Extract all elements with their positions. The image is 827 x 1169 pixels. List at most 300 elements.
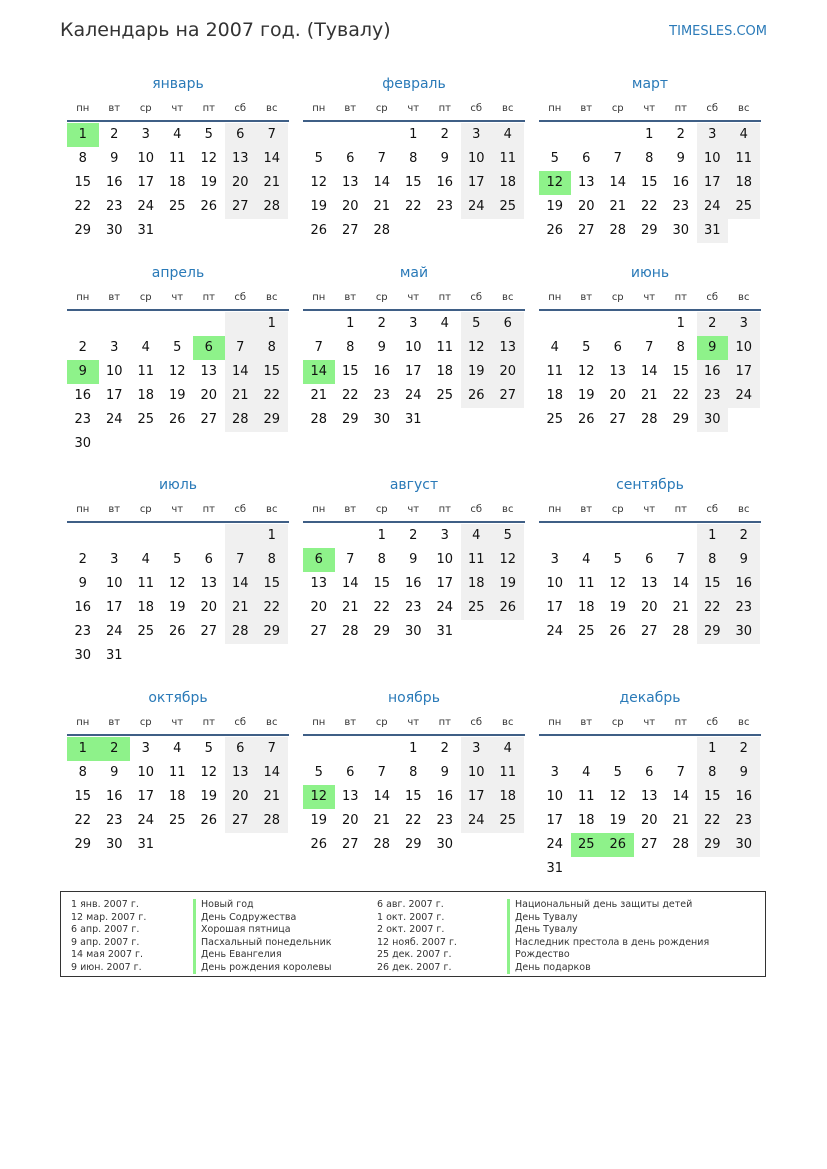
- day-cell: 12: [168, 364, 186, 379]
- days-grid: [67, 312, 288, 456]
- day-cell: 18: [137, 600, 155, 615]
- day-cell: 20: [577, 199, 595, 214]
- day-cell: 28: [373, 837, 391, 852]
- legend-name: День подарков: [507, 962, 709, 975]
- weekday-label: ср: [139, 103, 152, 114]
- day-cell: 16: [404, 576, 422, 591]
- day-cell: 5: [173, 552, 182, 567]
- day-cell: 25: [728, 195, 760, 219]
- day-cell: 3: [550, 552, 559, 567]
- empty-day-cell: [571, 524, 603, 548]
- days-grid: [303, 737, 524, 857]
- weekday-label: вт: [344, 504, 357, 515]
- legend-date: 9 апр. 2007 г.: [71, 936, 140, 948]
- day-cell: 12: [609, 576, 627, 591]
- day-cell: 10: [105, 576, 123, 591]
- day-cell: 30: [373, 412, 391, 427]
- day-cell: 12: [200, 765, 218, 780]
- day-cell: 23: [728, 596, 760, 620]
- day-cell: 17: [461, 785, 493, 809]
- day-cell: 27: [609, 412, 627, 427]
- day-cell: 5: [173, 340, 182, 355]
- day-cell: 24: [137, 199, 155, 214]
- weekday-label: вт: [580, 717, 593, 728]
- day-cell: 31: [105, 648, 123, 663]
- day-cell: 14: [672, 576, 690, 591]
- weekday-label: сб: [234, 292, 247, 303]
- day-cell: 1: [346, 316, 355, 331]
- day-cell: 6: [645, 765, 654, 780]
- day-cell: 21: [672, 600, 690, 615]
- day-cell: 17: [137, 789, 155, 804]
- day-cell: 13: [310, 576, 328, 591]
- day-cell: 5: [461, 312, 493, 336]
- holiday-day-cell: 26: [602, 833, 634, 857]
- day-cell: 2: [440, 741, 449, 756]
- weekday-label: чт: [643, 504, 656, 515]
- weekday-header: [303, 287, 525, 311]
- day-cell: 22: [74, 813, 92, 828]
- day-cell: 17: [137, 175, 155, 190]
- day-cell: 10: [436, 552, 454, 567]
- day-cell: 19: [168, 388, 186, 403]
- day-cell: 11: [492, 761, 524, 785]
- day-cell: 13: [640, 576, 658, 591]
- month-calendar: [67, 471, 289, 668]
- day-cell: 22: [256, 596, 288, 620]
- day-cell: 12: [168, 576, 186, 591]
- day-cell: 22: [373, 600, 391, 615]
- day-cell: 16: [105, 789, 123, 804]
- empty-day-cell: [67, 524, 99, 548]
- day-cell: 5: [204, 127, 213, 142]
- weekday-header: [539, 712, 761, 736]
- day-cell: 26: [609, 624, 627, 639]
- day-cell: 18: [168, 789, 186, 804]
- weekday-label: пн: [76, 717, 90, 728]
- legend-date: 1 янв. 2007 г.: [71, 899, 139, 910]
- day-cell: 27: [225, 195, 257, 219]
- day-cell: 31: [546, 861, 564, 876]
- day-cell: 4: [728, 123, 760, 147]
- day-cell: 1: [409, 127, 418, 142]
- day-cell: 13: [341, 789, 359, 804]
- day-cell: 7: [256, 123, 288, 147]
- month-calendar: [303, 471, 525, 644]
- holiday-day-cell: 12: [539, 171, 571, 195]
- day-cell: 24: [461, 195, 493, 219]
- empty-day-cell: [602, 737, 634, 761]
- day-cell: 15: [74, 175, 92, 190]
- day-cell: 24: [546, 837, 564, 852]
- weekday-label: чт: [171, 292, 184, 303]
- day-cell: 4: [582, 552, 591, 567]
- day-cell: 22: [74, 199, 92, 214]
- day-cell: 19: [200, 175, 218, 190]
- day-cell: 19: [200, 789, 218, 804]
- day-cell: 28: [310, 412, 328, 427]
- day-cell: 3: [141, 127, 150, 142]
- day-cell: 6: [346, 151, 355, 166]
- day-cell: 3: [409, 316, 418, 331]
- day-cell: 25: [137, 412, 155, 427]
- day-cell: 20: [609, 388, 627, 403]
- day-cell: 18: [168, 175, 186, 190]
- weekday-label: вс: [502, 103, 514, 114]
- day-cell: 29: [74, 223, 92, 238]
- empty-day-cell: [303, 312, 335, 336]
- day-cell: 30: [672, 223, 690, 238]
- empty-day-cell: [130, 312, 162, 336]
- legend-name: День Тувалу: [507, 912, 709, 925]
- day-cell: 28: [256, 195, 288, 219]
- day-cell: 29: [697, 620, 729, 644]
- day-cell: 13: [225, 147, 257, 171]
- day-cell: 18: [728, 171, 760, 195]
- day-cell: 28: [256, 809, 288, 833]
- day-cell: 26: [546, 223, 564, 238]
- day-cell: 29: [373, 624, 391, 639]
- empty-day-cell: [571, 737, 603, 761]
- day-cell: 4: [582, 765, 591, 780]
- day-cell: 21: [225, 384, 257, 408]
- empty-day-cell: [539, 737, 571, 761]
- days-grid: [539, 123, 760, 243]
- day-cell: 1: [256, 312, 288, 336]
- day-cell: 1: [256, 524, 288, 548]
- day-cell: 16: [672, 175, 690, 190]
- empty-day-cell: [665, 524, 697, 548]
- day-cell: 21: [225, 596, 257, 620]
- weekday-label: пт: [438, 103, 451, 114]
- days-grid: [539, 737, 760, 881]
- day-cell: 2: [78, 340, 87, 355]
- day-cell: 18: [492, 171, 524, 195]
- day-cell: 23: [74, 412, 92, 427]
- day-cell: 19: [546, 199, 564, 214]
- day-cell: 14: [225, 572, 257, 596]
- day-cell: 11: [728, 147, 760, 171]
- day-cell: 20: [492, 360, 524, 384]
- weekday-label: вс: [266, 103, 278, 114]
- weekday-label: вс: [738, 504, 750, 515]
- day-cell: 6: [225, 123, 257, 147]
- day-cell: 1: [377, 528, 386, 543]
- weekday-label: пт: [202, 504, 215, 515]
- weekday-label: пн: [312, 717, 326, 728]
- day-cell: 7: [256, 737, 288, 761]
- day-cell: 13: [200, 576, 218, 591]
- day-cell: 5: [582, 340, 591, 355]
- weekday-label: пн: [312, 103, 326, 114]
- day-cell: 14: [640, 364, 658, 379]
- day-cell: 27: [577, 223, 595, 238]
- day-cell: 13: [341, 175, 359, 190]
- day-cell: 28: [640, 412, 658, 427]
- weekday-label: вс: [266, 504, 278, 515]
- day-cell: 3: [728, 312, 760, 336]
- day-cell: 26: [461, 384, 493, 408]
- month-name: август: [389, 477, 439, 493]
- day-cell: 31: [697, 219, 729, 243]
- legend-dates-left: [71, 899, 146, 974]
- day-cell: 25: [436, 388, 454, 403]
- day-cell: 10: [546, 789, 564, 804]
- day-cell: 21: [373, 199, 391, 214]
- day-cell: 7: [225, 336, 257, 360]
- day-cell: 2: [409, 528, 418, 543]
- day-cell: 20: [225, 785, 257, 809]
- holiday-day-cell: 6: [193, 336, 225, 360]
- day-cell: 26: [200, 813, 218, 828]
- empty-day-cell: [303, 123, 335, 147]
- day-cell: 10: [105, 364, 123, 379]
- legend-name: День Евангелия: [193, 949, 332, 962]
- day-cell: 10: [461, 147, 493, 171]
- empty-day-cell: [335, 123, 367, 147]
- day-cell: 4: [141, 340, 150, 355]
- day-cell: 13: [609, 364, 627, 379]
- day-cell: 7: [346, 552, 355, 567]
- day-cell: 30: [436, 837, 454, 852]
- day-cell: 7: [676, 552, 685, 567]
- weekday-label: сб: [470, 292, 483, 303]
- legend-name: Пасхальный понедельник: [193, 937, 332, 950]
- day-cell: 17: [461, 171, 493, 195]
- weekday-label: ср: [139, 504, 152, 515]
- weekday-label: пт: [674, 717, 687, 728]
- day-cell: 4: [492, 123, 524, 147]
- day-cell: 8: [645, 151, 654, 166]
- weekday-header: [67, 712, 289, 736]
- weekday-label: пн: [76, 504, 90, 515]
- month-name: апрель: [151, 265, 205, 281]
- day-cell: 7: [645, 340, 654, 355]
- day-cell: 9: [78, 576, 87, 591]
- legend-date: 12 нояб. 2007 г.: [377, 936, 457, 948]
- day-cell: 15: [341, 364, 359, 379]
- weekday-label: вс: [738, 103, 750, 114]
- month-calendar: [539, 471, 761, 644]
- empty-day-cell: [634, 737, 666, 761]
- day-cell: 9: [110, 151, 119, 166]
- weekday-header: [303, 98, 525, 122]
- month-name: июль: [158, 477, 198, 493]
- day-cell: 27: [341, 837, 359, 852]
- day-cell: 29: [697, 833, 729, 857]
- page-title: Календарь на 2007 год. (Тувалу): [60, 19, 391, 41]
- legend-name: Наследник престола в день рождения: [507, 937, 709, 950]
- day-cell: 22: [697, 596, 729, 620]
- day-cell: 30: [728, 620, 760, 644]
- brand-link[interactable]: TIMESLES.COM: [669, 24, 767, 39]
- day-cell: 22: [672, 388, 690, 403]
- day-cell: 3: [461, 737, 493, 761]
- day-cell: 27: [200, 412, 218, 427]
- day-cell: 23: [436, 199, 454, 214]
- empty-day-cell: [602, 312, 634, 336]
- day-cell: 14: [341, 576, 359, 591]
- day-cell: 3: [110, 552, 119, 567]
- legend-date: 1 окт. 2007 г.: [377, 911, 445, 923]
- day-cell: 3: [141, 741, 150, 756]
- day-cell: 9: [377, 340, 386, 355]
- day-cell: 12: [200, 151, 218, 166]
- empty-day-cell: [539, 123, 571, 147]
- day-cell: 21: [256, 171, 288, 195]
- day-cell: 24: [105, 624, 123, 639]
- day-cell: 20: [341, 813, 359, 828]
- weekday-label: чт: [407, 103, 420, 114]
- day-cell: 3: [461, 123, 493, 147]
- day-cell: 22: [697, 809, 729, 833]
- day-cell: 18: [546, 388, 564, 403]
- day-cell: 7: [314, 340, 323, 355]
- day-cell: 23: [672, 199, 690, 214]
- empty-day-cell: [602, 524, 634, 548]
- weekday-label: вт: [108, 292, 121, 303]
- weekday-label: вс: [502, 717, 514, 728]
- weekday-label: сб: [706, 292, 719, 303]
- weekday-label: ср: [611, 103, 624, 114]
- day-cell: 27: [310, 624, 328, 639]
- day-cell: 23: [105, 199, 123, 214]
- holiday-day-cell: 1: [67, 123, 99, 147]
- day-cell: 23: [728, 809, 760, 833]
- day-cell: 1: [409, 741, 418, 756]
- empty-day-cell: [225, 312, 257, 336]
- month-name: сентябрь: [616, 477, 684, 493]
- legend-name: День Содружества: [193, 912, 332, 925]
- day-cell: 23: [373, 388, 391, 403]
- weekday-label: вс: [502, 292, 514, 303]
- day-cell: 30: [74, 648, 92, 663]
- day-cell: 16: [728, 785, 760, 809]
- weekday-header: [67, 98, 289, 122]
- weekday-label: сб: [234, 504, 247, 515]
- day-cell: 27: [640, 837, 658, 852]
- day-cell: 28: [672, 624, 690, 639]
- month-calendar: [67, 70, 289, 243]
- day-cell: 26: [200, 199, 218, 214]
- day-cell: 28: [672, 837, 690, 852]
- day-cell: 8: [409, 765, 418, 780]
- month-name: май: [399, 265, 429, 281]
- month-calendar: [303, 259, 525, 432]
- day-cell: 2: [110, 127, 119, 142]
- day-cell: 21: [373, 813, 391, 828]
- day-cell: 11: [546, 364, 564, 379]
- weekday-label: сб: [706, 504, 719, 515]
- day-cell: 19: [168, 600, 186, 615]
- day-cell: 16: [728, 572, 760, 596]
- day-cell: 24: [697, 195, 729, 219]
- weekday-header: [303, 499, 525, 523]
- day-cell: 5: [550, 151, 559, 166]
- weekday-label: вс: [738, 292, 750, 303]
- day-cell: 19: [461, 360, 493, 384]
- day-cell: 10: [137, 765, 155, 780]
- weekday-label: ср: [375, 717, 388, 728]
- day-cell: 15: [672, 364, 690, 379]
- day-cell: 8: [697, 548, 729, 572]
- day-cell: 9: [409, 552, 418, 567]
- legend-name: Рождество: [507, 949, 709, 962]
- day-cell: 20: [640, 813, 658, 828]
- day-cell: 27: [640, 624, 658, 639]
- empty-day-cell: [665, 737, 697, 761]
- empty-day-cell: [130, 524, 162, 548]
- day-cell: 15: [74, 789, 92, 804]
- day-cell: 15: [697, 785, 729, 809]
- day-cell: 19: [310, 813, 328, 828]
- empty-day-cell: [162, 312, 194, 336]
- day-cell: 26: [310, 837, 328, 852]
- day-cell: 24: [461, 809, 493, 833]
- day-cell: 8: [256, 336, 288, 360]
- empty-day-cell: [366, 737, 398, 761]
- day-cell: 27: [492, 384, 524, 408]
- holiday-day-cell: 25: [571, 833, 603, 857]
- day-cell: 9: [676, 151, 685, 166]
- day-cell: 12: [577, 364, 595, 379]
- day-cell: 18: [461, 572, 493, 596]
- day-cell: 17: [546, 813, 564, 828]
- month-name: июнь: [630, 265, 670, 281]
- day-cell: 12: [492, 548, 524, 572]
- day-cell: 25: [492, 809, 524, 833]
- weekday-label: сб: [470, 504, 483, 515]
- days-grid: [303, 312, 524, 432]
- weekday-label: вс: [266, 292, 278, 303]
- weekday-label: чт: [171, 504, 184, 515]
- empty-day-cell: [193, 312, 225, 336]
- day-cell: 11: [137, 576, 155, 591]
- day-cell: 26: [492, 596, 524, 620]
- day-cell: 14: [225, 360, 257, 384]
- day-cell: 29: [672, 412, 690, 427]
- day-cell: 29: [256, 408, 288, 432]
- legend-date: 6 апр. 2007 г.: [71, 924, 140, 935]
- empty-day-cell: [99, 312, 131, 336]
- day-cell: 25: [137, 624, 155, 639]
- day-cell: 15: [373, 576, 391, 591]
- day-cell: 4: [141, 552, 150, 567]
- month-name: январь: [152, 76, 204, 92]
- day-cell: 28: [373, 223, 391, 238]
- weekday-label: ср: [375, 103, 388, 114]
- day-cell: 10: [697, 147, 729, 171]
- weekday-label: пт: [202, 717, 215, 728]
- day-cell: 5: [492, 524, 524, 548]
- day-cell: 27: [225, 809, 257, 833]
- day-cell: 21: [341, 600, 359, 615]
- day-cell: 6: [582, 151, 591, 166]
- day-cell: 15: [256, 360, 288, 384]
- weekday-label: пн: [548, 504, 562, 515]
- month-calendar: [303, 70, 525, 243]
- day-cell: 8: [78, 151, 87, 166]
- empty-day-cell: [225, 524, 257, 548]
- day-cell: 25: [168, 813, 186, 828]
- day-cell: 22: [640, 199, 658, 214]
- day-cell: 17: [436, 576, 454, 591]
- legend-names-right: [507, 899, 709, 974]
- day-cell: 11: [577, 789, 595, 804]
- day-cell: 16: [436, 789, 454, 804]
- day-cell: 3: [697, 123, 729, 147]
- weekday-label: ср: [611, 717, 624, 728]
